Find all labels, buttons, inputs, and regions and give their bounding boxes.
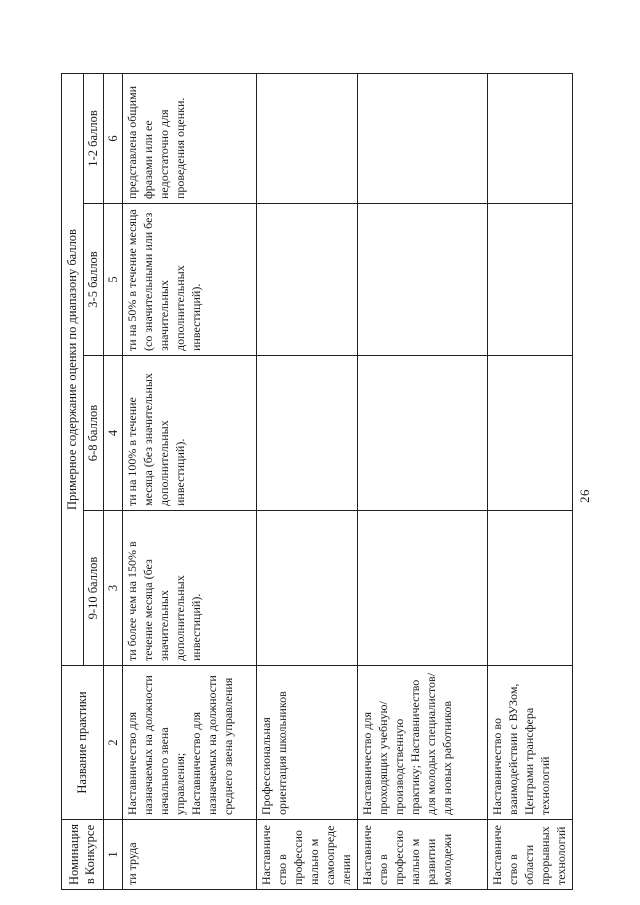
table-row	[487, 73, 572, 889]
cell-practice: Наставничество во взаимодействии с ВУЗом, Центрами трансфера технологий	[487, 666, 572, 820]
cell-score-3-5	[257, 204, 358, 356]
col-num: 3	[103, 511, 123, 666]
cell-score-3-5	[357, 204, 487, 356]
cell-score-6-8: ти на 100% в течение месяца (без значительных дополнительных инвестиций).	[123, 356, 257, 511]
column-number-row	[103, 73, 123, 889]
header-range-6-8: 6-8 баллов	[84, 356, 104, 511]
header-range-9-10: 9-10 баллов	[84, 511, 104, 666]
col-num: 6	[103, 73, 123, 203]
cell-score-1-2	[257, 73, 358, 203]
cell-score-1-2: представлена общими фразами или ее недостаточно для проведения оценки.	[123, 73, 257, 203]
cell-practice: Профессиональная ориентация школьников	[257, 666, 358, 820]
header-range-1-2: 1-2 баллов	[84, 73, 104, 203]
cell-score-6-8	[357, 356, 487, 511]
table-row	[257, 73, 358, 889]
cell-practice: Наставничество для проходящих учебную/производственную практику; Наставничество для молодых специалистов/для новых работников	[357, 666, 487, 820]
cell-nomination: Наставничество в профессионально м развитии молодежи	[357, 820, 487, 890]
cell-score-9-10	[487, 511, 572, 666]
cell-score-1-2	[487, 73, 572, 203]
cell-practice: Наставничество для назначаемых на должности начального звена управления; Наставничество для назначаемых на должности среднего звена управления	[123, 666, 257, 820]
col-num: 4	[103, 356, 123, 511]
cell-nomination: Наставничество в профессионально м самоопределении	[257, 820, 358, 890]
cell-nomination: Наставничество в области прорывных технологий	[487, 820, 572, 890]
rotated-table-stage	[61, 74, 568, 890]
rotated-content	[61, 74, 568, 890]
cell-score-9-10	[357, 511, 487, 666]
table-row	[357, 73, 487, 889]
header-row-top	[62, 73, 84, 889]
cell-score-3-5: ти на 50% в течение месяца (со значительными или без значительных дополнительных инвестиций).	[123, 204, 257, 356]
table-row	[123, 73, 257, 889]
header-range-3-5: 3-5 баллов	[84, 204, 104, 356]
cell-score-6-8	[257, 356, 358, 511]
cell-nomination: ти труда	[123, 820, 257, 890]
page-number: 26	[577, 489, 592, 503]
evaluation-table	[61, 73, 573, 890]
cell-score-6-8	[487, 356, 572, 511]
header-nomination: Номинация в Конкурсе	[62, 820, 104, 890]
cell-score-3-5	[487, 204, 572, 356]
cell-score-9-10: ти более чем на 150% в течение месяца (без значительных дополнительных инвестиций).	[123, 511, 257, 666]
cell-score-1-2	[357, 73, 487, 203]
cell-score-9-10	[257, 511, 358, 666]
col-num: 5	[103, 204, 123, 356]
header-content-range: Примерное содержание оценки по диапазону баллов	[62, 73, 84, 665]
header-practice-name: Название практики	[62, 666, 104, 820]
col-num: 1	[103, 820, 123, 890]
col-num: 2	[103, 666, 123, 820]
